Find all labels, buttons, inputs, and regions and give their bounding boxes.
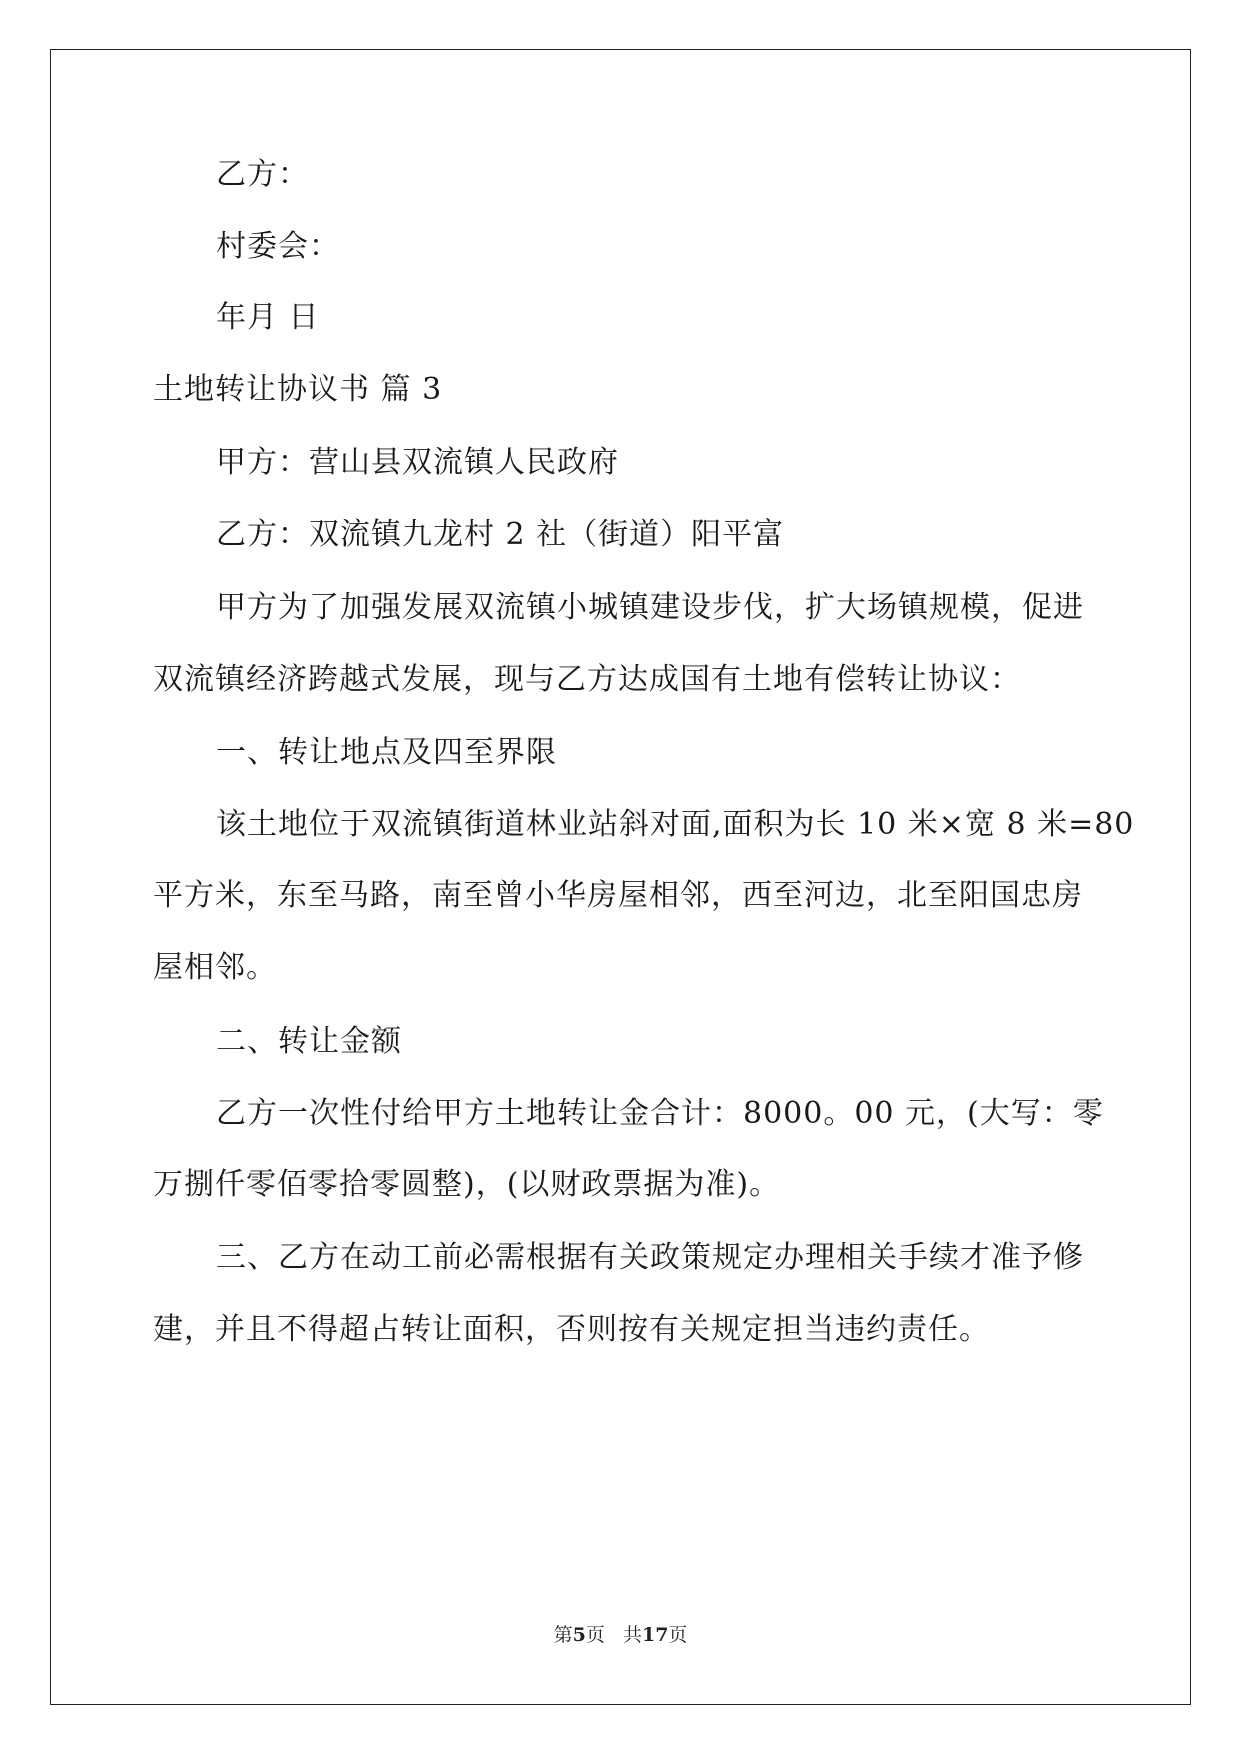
- clause-2-heading: 二、转让金额: [216, 1024, 402, 1059]
- village-committee-label: 村委会：: [216, 229, 340, 264]
- party-b-label: 乙方：: [216, 157, 309, 192]
- footer-total-suffix: 页: [668, 1624, 688, 1646]
- clause-2-text-line-1: 乙方一次性付给甲方土地转让金合计：8000。00 元，(大写：零: [216, 1096, 1104, 1131]
- clause-3-text-line-2: 建，并且不得超占转让面积，否则按有关规定担当违约责任。: [153, 1312, 990, 1347]
- section-heading: 土地转让协议书 篇 3: [153, 372, 443, 407]
- page-border: [50, 49, 1191, 1705]
- paragraph-intro-line-1: 甲方为了加强发展双流镇小城镇建设步伐，扩大场镇规模，促进: [216, 590, 1084, 625]
- clause-2-text-line-2: 万捌仟零佰零拾零圆整)，(以财政票据为准)。: [153, 1167, 781, 1202]
- clause-1-heading: 一、转让地点及四至界限: [216, 735, 557, 770]
- clause-3-text-line-1: 三、乙方在动工前必需根据有关政策规定办理相关手续才准予修: [216, 1240, 1084, 1275]
- date-line: 年月 日: [216, 300, 320, 335]
- party-b-line: 乙方：双流镇九龙村 2 社（街道）阳平富: [216, 517, 785, 552]
- paragraph-intro-line-2: 双流镇经济跨越式发展，现与乙方达成国有土地有偿转让协议：: [153, 662, 1021, 697]
- footer-current-page: 5: [572, 1624, 586, 1646]
- clause-1-text-line-1: 该土地位于双流镇街道林业站斜对面,面积为长 10 米×宽 8 米=80: [216, 807, 1135, 842]
- footer-total-prefix: 共: [622, 1624, 642, 1646]
- clause-1-text-line-2: 平方米，东至马路，南至曾小华房屋相邻，西至河边，北至阳国忠房: [153, 878, 1083, 913]
- clause-1-text-line-3: 屋相邻。: [153, 950, 277, 985]
- party-a-line: 甲方：营山县双流镇人民政府: [216, 445, 619, 480]
- footer-prefix: 第: [553, 1624, 573, 1646]
- footer-total-pages: 17: [641, 1624, 669, 1646]
- page-footer: [0, 1623, 1241, 1647]
- footer-page-word: 页: [585, 1624, 605, 1646]
